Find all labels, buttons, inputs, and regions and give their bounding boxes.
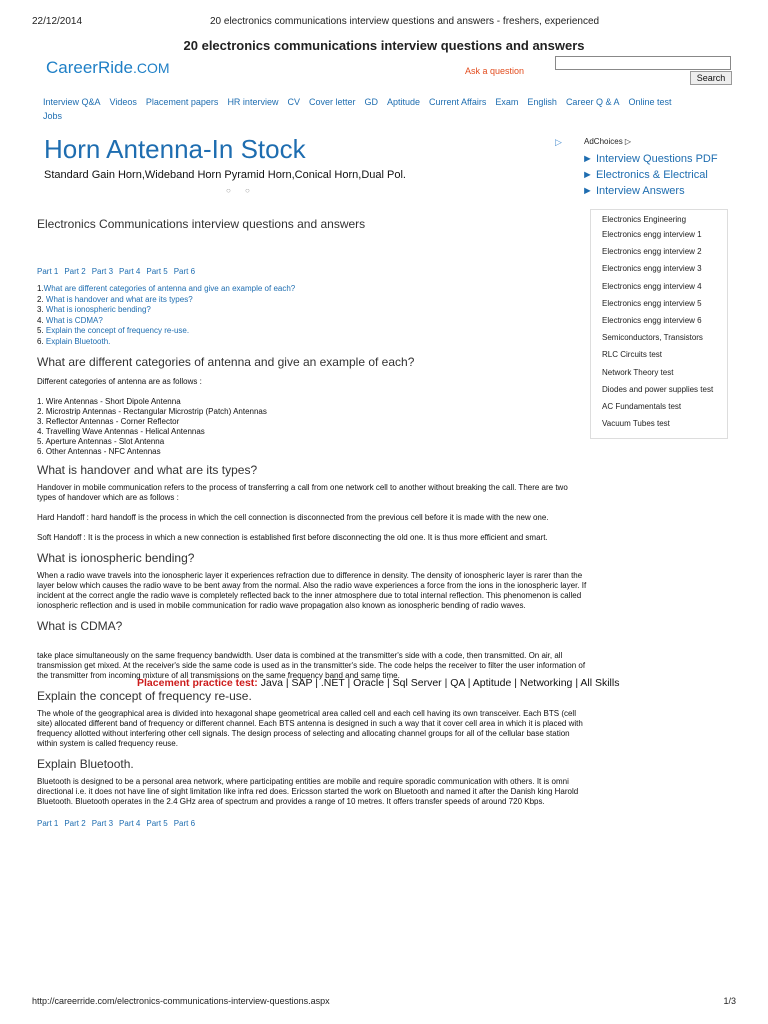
part-link[interactable]: Part 6 bbox=[173, 819, 196, 828]
nav-jobs[interactable]: Jobs bbox=[43, 111, 63, 121]
part-link[interactable]: Part 2 bbox=[64, 819, 86, 828]
print-page-number: 1/3 bbox=[723, 996, 736, 1006]
adchoices-icon[interactable]: ▷ bbox=[555, 137, 562, 147]
toc-link[interactable]: Explain the concept of frequency re-use. bbox=[45, 326, 190, 335]
site-logo[interactable] bbox=[46, 58, 170, 78]
nav-current-affairs[interactable]: Current Affairs bbox=[429, 97, 487, 107]
sidebar-item[interactable]: Electronics engg interview 5 bbox=[602, 298, 702, 308]
nav-gd[interactable]: GD bbox=[364, 97, 378, 107]
toc-link[interactable]: What is ionospheric bending? bbox=[45, 305, 151, 314]
ad-link-interview-pdf[interactable]: ► Interview Questions PDF bbox=[582, 153, 718, 165]
sidebar-title: Electronics Engineering bbox=[602, 215, 687, 224]
q1-list-item: 5. Aperture Antennas - Slot Antenna bbox=[37, 437, 165, 446]
nav-hr-interview[interactable]: HR interview bbox=[227, 97, 279, 107]
toc-link[interactable]: What is CDMA? bbox=[45, 315, 103, 325]
part-link[interactable]: Part 6 bbox=[173, 267, 196, 276]
q3-paragraph: When a radio wave travels into the ionospheric layer it experiences refraction due to difference in density. The density of ionospheric layer is rarer than the layer below which causes the radio wave to be bent away from the normal. Also the radio wave experiences a force from the ions in the ionospheric layer. If incident at the correct angle the radio wave is completely reflected back to the inner atmosphere due to total internal reflection. This phenomenon is called ionospheric reflection and is used in mobile communication for radio wave propagation also known as ionospheric bending of radio waves. bbox=[37, 571, 587, 610]
part-link[interactable]: Part 4 bbox=[119, 819, 141, 828]
toc-link[interactable]: Explain Bluetooth. bbox=[45, 336, 111, 346]
print-date: 22/12/2014 bbox=[32, 16, 83, 27]
print-footer bbox=[32, 996, 736, 1010]
page-heading: 20 electronics communications interview questions and answers bbox=[183, 38, 585, 53]
sidebar bbox=[590, 209, 728, 439]
q1-list-item: 4. Travelling Wave Antennas - Helical Antennas bbox=[37, 427, 205, 436]
nav-english[interactable]: English bbox=[527, 97, 557, 107]
q5-paragraph: The whole of the geographical area is divided into hexagonal shape geometrical area called cell and each cell having its own transceiver. Each BTS (cell site) allocated different band of frequency or different channel. Each BTS antenna is designed in such a way that it cover cell area in which it is placed with frequency allotted without interfering other cell signals. The design process of selecting and allocating channel groups for all of the cellular base station within system is called frequency reuse. bbox=[37, 709, 583, 748]
part-link[interactable]: Part 3 bbox=[91, 267, 114, 276]
toc-link[interactable]: What are different categories of antenna and give an example of each? bbox=[43, 284, 296, 293]
nav-interview-qa[interactable]: Interview Q&A bbox=[43, 97, 101, 107]
q1-heading: What are different categories of antenna and give an example of each? bbox=[37, 355, 415, 369]
toc-number: 6. bbox=[37, 336, 44, 346]
nav-online-test[interactable]: Online test bbox=[628, 97, 672, 107]
nav-placement-papers[interactable]: Placement papers bbox=[145, 97, 219, 107]
sidebar-item[interactable]: Electronics engg interview 2 bbox=[602, 247, 702, 257]
q1-list-item: 6. Other Antennas - NFC Antennas bbox=[37, 447, 161, 456]
logo-main: CareerRide bbox=[46, 58, 133, 77]
q5-heading: Explain the concept of frequency re-use. bbox=[37, 689, 252, 703]
adchoices-label[interactable]: AdChoices ▷ bbox=[584, 137, 632, 146]
sidebar-item[interactable]: Electronics engg interview 3 bbox=[602, 264, 702, 274]
sidebar-item[interactable]: Electronics engg interview 1 bbox=[602, 230, 702, 239]
q3-heading: What is ionospheric bending? bbox=[37, 551, 195, 565]
print-url: http://careerride.com/electronics-communications-interview-questions.aspx bbox=[32, 996, 330, 1006]
sidebar-item[interactable]: Vacuum Tubes test bbox=[602, 419, 670, 429]
toc-number: 3. bbox=[37, 305, 44, 314]
placement-label: Placement practice test: bbox=[137, 677, 258, 689]
print-doc-title: 20 electronics communications interview questions and answers - freshers, experienced bbox=[210, 16, 600, 27]
part-link[interactable]: Part 4 bbox=[119, 267, 141, 276]
ad-links bbox=[582, 151, 718, 199]
ad-subtitle: Standard Gain Horn,Wideband Horn Pyramid Horn,Conical Horn,Dual Pol. bbox=[44, 169, 406, 181]
q4-paragraph: take place simultaneously on the same frequency bandwidth. User data is combined at the transmitter's side with a code, then transmitted. On air, all transmission get mixed. At the receiver's side the same code is used as in the transmitter's side. The code helps the receiver to filter the user information of the transmitter from incoming mixture of all transmissions on the same frequency band and same time. bbox=[37, 651, 586, 680]
toc-link[interactable]: What is handover and what are its types? bbox=[45, 294, 193, 304]
ask-question-link[interactable]: Ask a question bbox=[465, 66, 525, 76]
content-title: Electronics Communications interview questions and answers bbox=[37, 217, 366, 231]
part-link[interactable]: Part 5 bbox=[146, 267, 168, 276]
q1-intro: Different categories of antenna are as follows : bbox=[37, 377, 202, 386]
part-link[interactable]: Part 1 bbox=[37, 267, 59, 276]
toc-number: 2. bbox=[37, 294, 44, 304]
nav-cover-letter[interactable]: Cover letter bbox=[308, 97, 356, 107]
toc-number: 1. bbox=[37, 284, 44, 293]
sidebar-item[interactable]: Diodes and power supplies test bbox=[602, 384, 714, 394]
q1-list bbox=[37, 397, 587, 457]
main-content bbox=[37, 217, 587, 828]
sidebar-item[interactable]: RLC Circuits test bbox=[602, 350, 663, 360]
q2-paragraph-3: Soft Handoff : It is the process in which a new connection is established first before disconnecting the old one. It is thus more efficient and smart. bbox=[37, 533, 548, 542]
sidebar-item[interactable]: Electronics engg interview 6 bbox=[602, 315, 702, 325]
placement-practice-bar bbox=[137, 677, 619, 689]
logo-suffix: .COM bbox=[132, 60, 170, 76]
q6-paragraph: Bluetooth is designed to be a personal area network, where participating entities are mobile and require sporadic communication with others. It is omni directional i.e. it does not have line of sight limitation like infra red does. Ericsson started the work on Bluetooth and named it after the Danish king Harold Bluetooth. Bluetooth operates in the 2.4 GHz area of spectrum and provides a range of 10 metres. It offers transfer speeds of around 720 Kbps. bbox=[37, 777, 579, 806]
toc-number: 5. bbox=[37, 326, 44, 335]
placement-links[interactable]: Java | SAP | .NET | Oracle | Sql Server | QA | Aptitude | Networking | All Skills bbox=[260, 677, 620, 689]
ad-link-electronics[interactable]: ► Electronics & Electrical bbox=[582, 169, 708, 181]
q2-paragraph-2: Hard Handoff : hard handoff is the process in which the cell connection is disconnected from the previous cell before it is made with the new one. bbox=[37, 513, 549, 522]
q1-list-item: 1. Wire Antennas - Short Dipole Antenna bbox=[37, 397, 181, 406]
search-input[interactable] bbox=[555, 56, 731, 70]
q2-heading: What is handover and what are its types? bbox=[37, 463, 258, 477]
sidebar-item[interactable]: Electronics engg interview 4 bbox=[602, 281, 702, 291]
ad-title[interactable]: Horn Antenna-In Stock bbox=[44, 134, 306, 164]
q2-paragraph-1: Handover in mobile communication refers to the process of transferring a call from one network cell to another without breaking the call. There are two types of handover which are as follows : bbox=[37, 483, 568, 502]
q4-heading: What is CDMA? bbox=[37, 619, 123, 633]
q6-heading: Explain Bluetooth. bbox=[37, 757, 134, 771]
sidebar-item[interactable]: Network Theory test bbox=[602, 367, 674, 377]
nav-cv[interactable]: CV bbox=[287, 97, 300, 107]
ad-link-interview-answers[interactable]: ► Interview Answers bbox=[582, 185, 685, 197]
part-link[interactable]: Part 3 bbox=[91, 819, 114, 828]
parts-nav-bottom bbox=[37, 819, 587, 828]
print-header bbox=[32, 16, 736, 30]
q1-list-item: 2. Microstrip Antennas - Rectangular Microstrip (Patch) Antennas bbox=[37, 407, 267, 416]
parts-nav-top bbox=[37, 267, 587, 276]
toc-number: 4. bbox=[37, 315, 44, 325]
sidebar-item[interactable]: Semiconductors, Transistors bbox=[602, 333, 703, 343]
sidebar-item[interactable]: AC Fundamentals test bbox=[602, 401, 682, 411]
nav-aptitude[interactable]: Aptitude bbox=[387, 97, 421, 107]
question-toc bbox=[37, 284, 587, 347]
search-button[interactable]: Search bbox=[690, 71, 732, 85]
main-nav bbox=[43, 95, 713, 123]
part-link[interactable]: Part 5 bbox=[146, 819, 168, 828]
nav-career-qa[interactable]: Career Q & A bbox=[565, 97, 620, 107]
q1-list-item: 3. Reflector Antennas - Corner Reflector bbox=[37, 417, 180, 426]
part-link[interactable]: Part 2 bbox=[64, 267, 86, 276]
nav-videos[interactable]: Videos bbox=[109, 97, 137, 107]
ad-carousel-dots[interactable]: ○ ○ bbox=[226, 186, 256, 195]
part-link[interactable]: Part 1 bbox=[37, 819, 59, 828]
nav-exam[interactable]: Exam bbox=[495, 97, 519, 107]
